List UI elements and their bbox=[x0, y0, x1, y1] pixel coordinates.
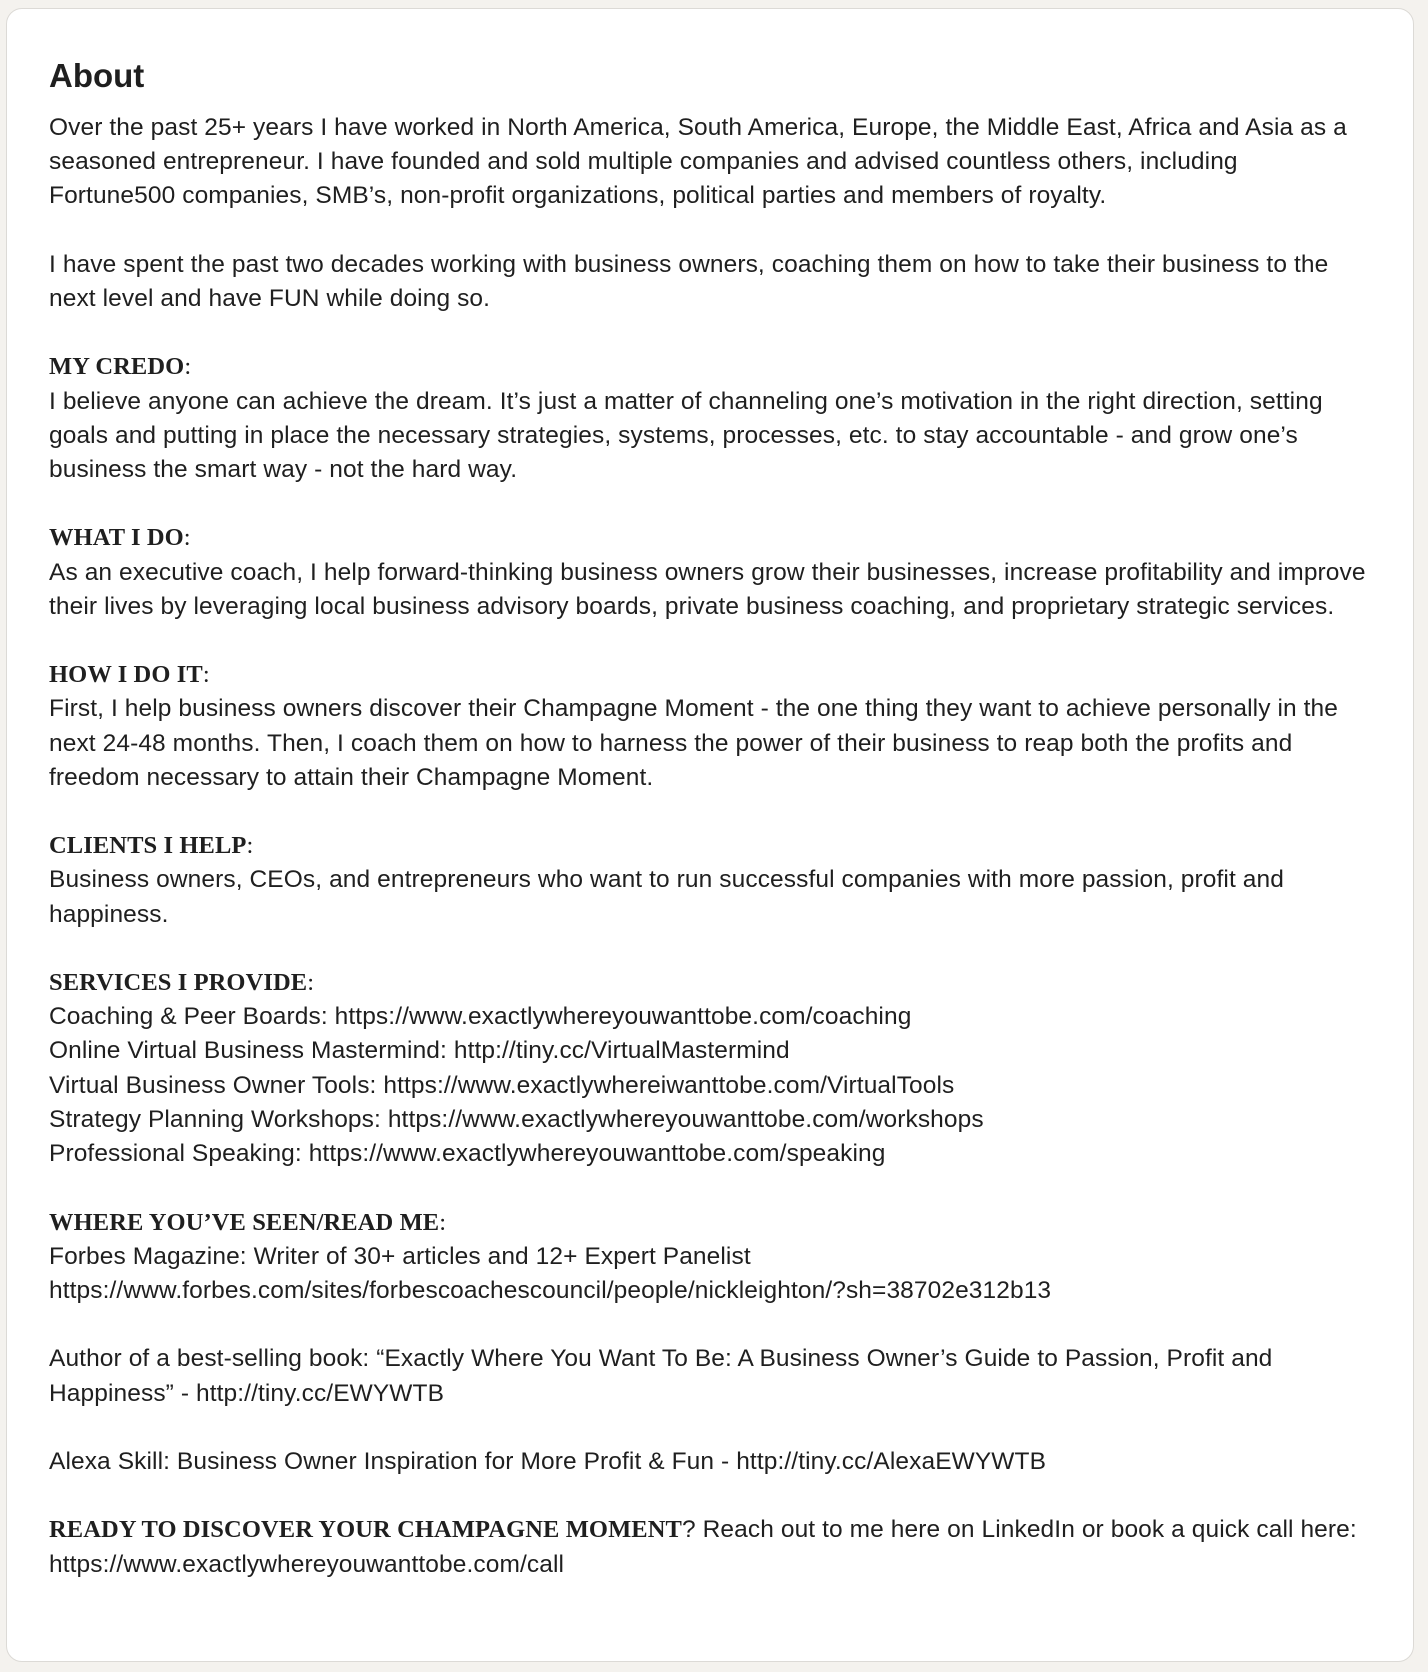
services-heading: SERVICES I PROVIDE bbox=[49, 969, 308, 997]
clients-heading: CLIENTS I HELP bbox=[49, 832, 247, 860]
ready-heading: READY TO DISCOVER YOUR CHAMPAGNE MOMENT bbox=[49, 1516, 682, 1544]
clients-text: Business owners, CEOs, and entrepreneurs who want to run successful companies with more passion, profit and happiness. bbox=[49, 866, 1284, 928]
about-text bbox=[49, 111, 1369, 1582]
credo-text: I believe anyone can achieve the dream. It’s just a matter of channeling one’s motivation in the right direction, setting goals and putting in place the necessary strategies, systems, processes, etc. to stay accountable - and grow one’s business the smart way - not the hard way. bbox=[49, 387, 1323, 484]
about-title: About bbox=[49, 57, 145, 94]
intro-text: Over the past 25+ years I have worked in North America, South America, Europe, the Middle East, Africa and Asia as a seasoned entrepreneur. I have founded and sold multiple companies and advised countless others, including Fortune500 companies, SMB’s, non-profit organizations, political parties and members of royalty. I have spent the past two decades working with business owners, coaching them on how to take their business to the next level and have FUN while doing so. bbox=[49, 114, 1347, 313]
heading-colon: : bbox=[439, 1208, 447, 1236]
heading-colon: : bbox=[183, 524, 191, 552]
heading-colon: : bbox=[202, 661, 210, 689]
ready-text: ? Reach out to me here on LinkedIn or book a quick call here: https://www.exactlywhereyouwanttobe.com/call bbox=[49, 1516, 1364, 1578]
what-i-do-heading: WHAT I DO bbox=[49, 524, 184, 552]
about-section-card bbox=[6, 8, 1414, 1662]
seen-read-text: Forbes Magazine: Writer of 30+ articles and 12+ Expert Panelist https://www.forbes.com/sites/forbescoachescouncil/people/nickleighton/?sh=38702e312b13 Author of a best-selling book: “Exactly Where You Want To Be: A Business Owner’s Guide to Passion, Profit and Happiness” - http://tiny.cc/EWYWTB Alexa Skill: Business Owner Inspiration for More Profit & Fun - http://tiny.cc/AlexaEWYWTB bbox=[49, 1242, 1273, 1475]
what-i-do-text: As an executive coach, I help forward-thinking business owners grow their businesses, increase profitability and improve their lives by leveraging local business advisory boards, private business coaching, and proprietary strategic services. bbox=[49, 558, 1366, 620]
how-i-do-it-heading: HOW I DO IT bbox=[49, 661, 203, 689]
heading-colon: : bbox=[184, 353, 192, 381]
heading-colon: : bbox=[307, 969, 315, 997]
heading-colon: : bbox=[246, 832, 254, 860]
how-i-do-it-text: First, I help business owners discover their Champagne Moment - the one thing they want to achieve personally in the next 24-48 months. Then, I coach them on how to harness the power of their business to reap both the profits and freedom necessary to attain their Champagne Moment. bbox=[49, 695, 1338, 791]
services-text: Coaching & Peer Boards: https://www.exactlywhereyouwanttobe.com/coaching Online Virtual Business Mastermind: http://tiny.cc/VirtualMastermind Virtual Business Owner Tools: https://www.exactlywhereiwanttobe.com/VirtualTools Strategy Planning Workshops: https://www.exactlywhereyouwanttobe.com/workshops Professional Speaking: https://www.exactlywhereyouwanttobe.com/speaking bbox=[49, 1003, 984, 1168]
credo-heading: MY CREDO bbox=[49, 353, 185, 381]
seen-read-heading: WHERE YOU’VE SEEN/READ ME bbox=[49, 1208, 440, 1236]
